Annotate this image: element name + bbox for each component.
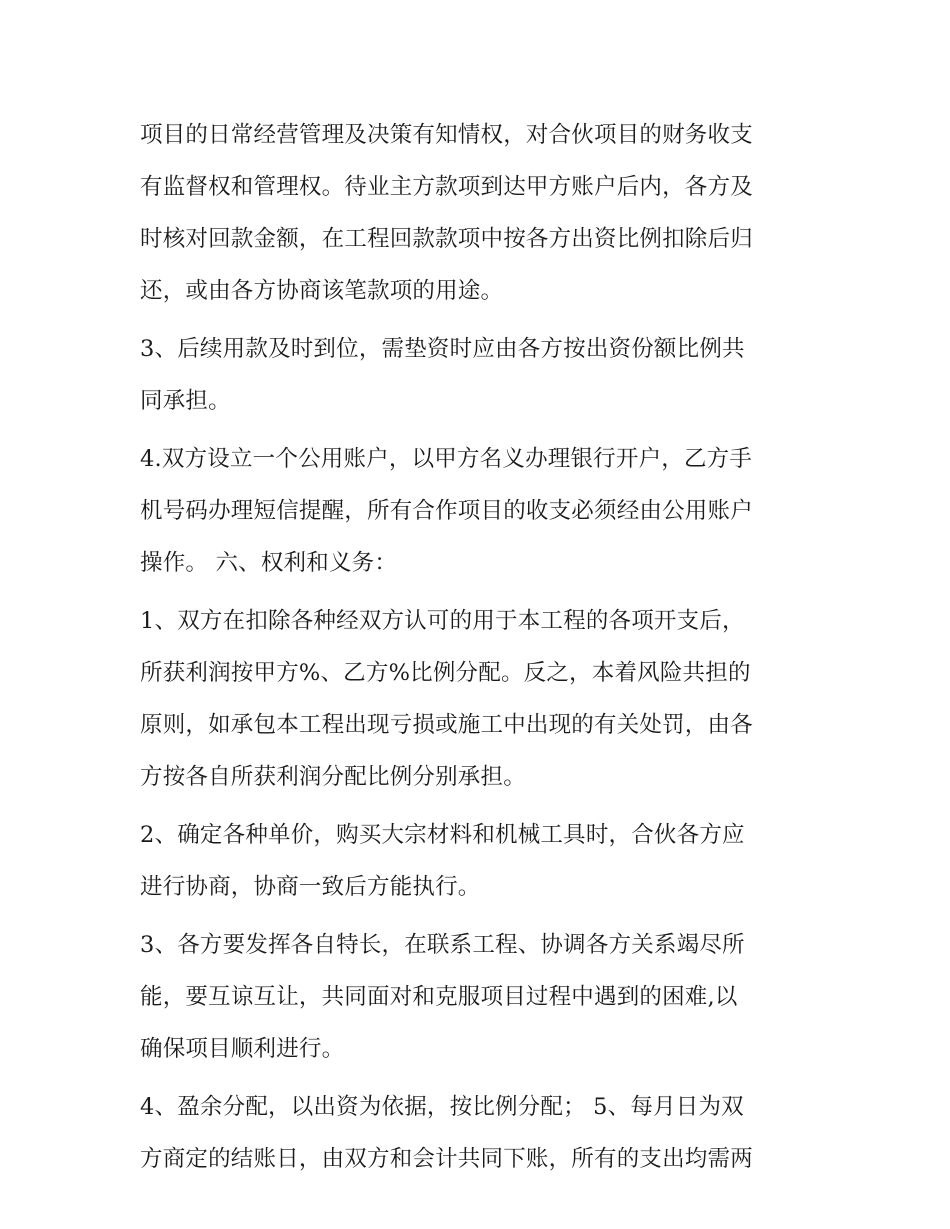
document-body [140,109,830,1185]
text-line: 3、各方要发挥各自特长，在联系工程、协调各方关系竭尽所 [140,932,745,958]
text-line: 3、后续用款及时到位，需垫资时应由各方按出资份额比例共 [140,336,745,362]
text-line: 1、双方在扣除各种经双方认可的用于本工程的各项开支后， [140,608,745,634]
paragraph-rights-1-profit [140,595,830,803]
text-line: 机号码办理短信提醒，所有合作项目的收支必须经由公用账户 [140,498,753,524]
text-line: 确保项目顺利进行。 [140,1036,345,1062]
text-line: 4.双方设立一个公用账户，以甲方名义办理银行开户，乙方手 [140,446,753,472]
paragraph-clause-4-account [140,433,830,589]
paragraph-rights-3-cooperation [140,919,830,1075]
text-line: 操作。 六、权利和义务： [140,550,398,576]
text-line: 有监督权和管理权。待业主方款项到达甲方账户后内，各方及 [140,174,753,200]
text-line: 4、盈余分配，以出资为依据，按比例分配； 5、每月日为双 [140,1094,744,1120]
paragraph-rights-2-pricing [140,809,830,913]
text-line: 方按各自所获利润分配比例分别承担。 [140,764,526,790]
paragraph-clause-3-funding [140,323,830,427]
text-line: 方商定的结账日，由双方和会计共同下账，所有的支出均需两 [140,1146,753,1172]
text-line: 2、确定各种单价，购买大宗材料和机械工具时，合伙各方应 [140,822,745,848]
text-line: 能，要互谅互让，共同面对和克服项目过程中遇到的困难,以 [140,984,738,1010]
text-line: 同承担。 [140,388,231,414]
text-line: 还，或由各方协商该笔款项的用途。 [140,278,504,304]
text-line: 进行协商，协商一致后方能执行。 [140,874,481,900]
paragraph-rights-4-5-settlement [140,1081,830,1185]
paragraph-knowledge-rights [140,109,830,317]
text-line: 原则，如承包本工程出现亏损或施工中出现的有关处罚，由各 [140,712,753,738]
text-line: 所获利润按甲方%、乙方%比例分配。反之，本着风险共担的 [140,660,751,686]
text-line: 项目的日常经营管理及决策有知情权，对合伙项目的财务收支 [140,122,753,148]
text-line: 时核对回款金额，在工程回款款项中按各方出资比例扣除后归 [140,226,753,252]
